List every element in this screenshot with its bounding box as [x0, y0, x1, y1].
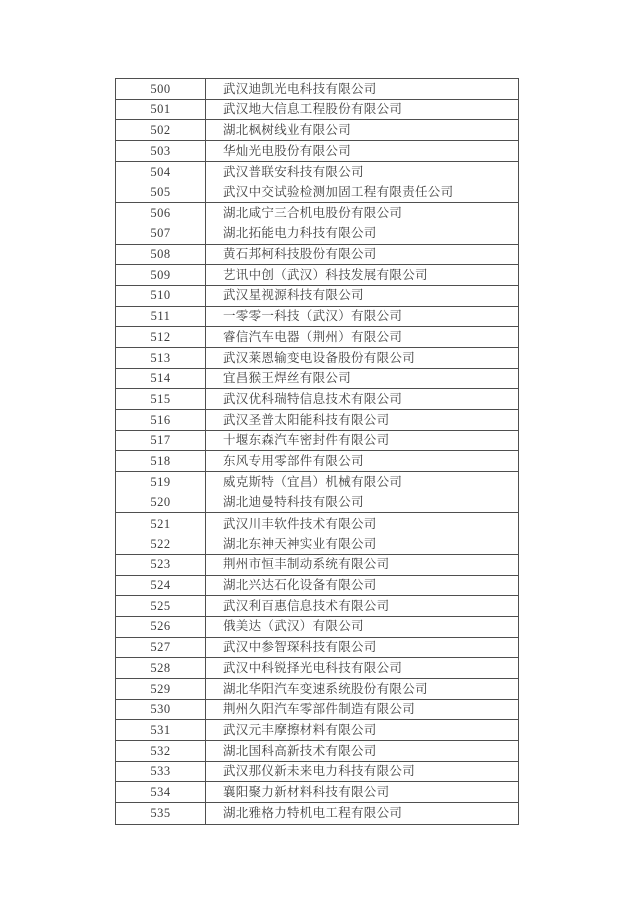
row-number: 524 [116, 576, 206, 596]
row-number: 517 [116, 431, 206, 451]
company-name: 华灿光电股份有限公司 [223, 143, 352, 158]
row-number: 503 [116, 141, 206, 161]
row-number: 519 [116, 472, 206, 493]
company-name: 武汉优科瑞特信息技术有限公司 [223, 391, 403, 406]
table-row [116, 658, 518, 679]
table-row [116, 555, 518, 576]
company-name: 荆州市恒丰制动系统有限公司 [223, 557, 390, 572]
company-name: 武汉地大信息工程股份有限公司 [223, 102, 403, 117]
company-name: 艺讯中创（武汉）科技发展有限公司 [223, 267, 428, 282]
table-row [116, 162, 518, 183]
table-row [116, 348, 518, 369]
row-number: 521 [116, 513, 206, 534]
table-row [116, 576, 518, 597]
table-row [116, 369, 518, 390]
table-row [116, 120, 518, 141]
row-number: 530 [116, 700, 206, 720]
table-row [116, 100, 518, 121]
table-row [116, 803, 518, 824]
table-row [116, 596, 518, 617]
table-row [116, 513, 518, 534]
company-name: 湖北雅格力特机电工程有限公司 [223, 806, 403, 821]
company-name: 俄美达（武汉）有限公司 [223, 619, 364, 634]
table-row [116, 307, 518, 328]
company-name: 宜昌猴王焊丝有限公司 [223, 371, 352, 386]
company-name: 湖北拓能电力科技有限公司 [223, 226, 377, 241]
row-number: 528 [116, 658, 206, 678]
table-row [116, 286, 518, 307]
company-name: 湖北华阳汽车变速系统股份有限公司 [223, 681, 428, 696]
row-number: 511 [116, 307, 206, 327]
company-name: 湖北兴达石化设备有限公司 [223, 578, 377, 593]
company-name: 武汉元丰摩擦材料有限公司 [223, 722, 377, 737]
company-name: 睿信汽车电器（荆州）有限公司 [223, 329, 403, 344]
row-number: 527 [116, 638, 206, 658]
table-row [116, 265, 518, 286]
company-table [115, 78, 519, 825]
row-number: 504 [116, 162, 206, 183]
table-row [116, 203, 518, 224]
table-row [116, 182, 518, 203]
row-number: 520 [116, 493, 206, 513]
row-number: 500 [116, 79, 206, 99]
company-name: 湖北东神天神实业有限公司 [223, 536, 377, 551]
row-number: 518 [116, 451, 206, 471]
row-number: 531 [116, 720, 206, 740]
row-number: 535 [116, 803, 206, 824]
row-number: 529 [116, 679, 206, 699]
table-row [116, 141, 518, 162]
company-name: 武汉莱恩输变电设备股份有限公司 [223, 350, 416, 365]
table-row [116, 700, 518, 721]
table-row [116, 782, 518, 803]
company-name: 武汉那仪新未来电力科技有限公司 [223, 764, 416, 779]
row-number: 509 [116, 265, 206, 285]
company-name: 武汉利百惠信息技术有限公司 [223, 598, 390, 613]
company-name: 武汉星视源科技有限公司 [223, 288, 364, 303]
row-number: 532 [116, 741, 206, 761]
row-number: 505 [116, 182, 206, 202]
company-name: 武汉中参智琛科技有限公司 [223, 640, 377, 655]
company-name: 武汉普联安科技有限公司 [223, 164, 364, 179]
table-row [116, 679, 518, 700]
table-row [116, 79, 518, 100]
row-number: 534 [116, 782, 206, 802]
company-name: 一零零一科技（武汉）有限公司 [223, 309, 403, 324]
company-name: 武汉中交试验检测加固工程有限责任公司 [223, 185, 454, 200]
table-row [116, 410, 518, 431]
table-row [116, 638, 518, 659]
table-row [116, 451, 518, 472]
company-name: 湖北迪曼特科技有限公司 [223, 495, 364, 510]
row-number: 525 [116, 596, 206, 616]
company-name: 黄石邦柯科技股份有限公司 [223, 247, 377, 262]
company-name: 襄阳聚力新材料科技有限公司 [223, 784, 390, 799]
row-number: 514 [116, 369, 206, 389]
company-name: 武汉圣普太阳能科技有限公司 [223, 412, 390, 427]
company-name: 武汉川丰软件技术有限公司 [223, 516, 377, 531]
row-number: 502 [116, 120, 206, 140]
company-name: 威克斯特（宜昌）机械有限公司 [223, 475, 403, 490]
row-number: 523 [116, 555, 206, 575]
row-number: 501 [116, 100, 206, 120]
company-name: 湖北枫树线业有限公司 [223, 122, 352, 137]
table-row [116, 720, 518, 741]
row-number: 533 [116, 762, 206, 782]
row-number: 507 [116, 224, 206, 244]
company-name: 湖北国科高新技术有限公司 [223, 743, 377, 758]
table-row [116, 472, 518, 493]
row-number: 513 [116, 348, 206, 368]
table-row [116, 534, 518, 555]
table-row [116, 431, 518, 452]
row-number: 522 [116, 534, 206, 554]
company-name: 荆州久阳汽车零部件制造有限公司 [223, 702, 416, 717]
table-row [116, 327, 518, 348]
table-row [116, 389, 518, 410]
table-row [116, 224, 518, 245]
company-name: 武汉中科锐择光电科技有限公司 [223, 660, 403, 675]
company-name: 十堰东森汽车密封件有限公司 [223, 433, 390, 448]
table-row [116, 245, 518, 266]
company-name: 武汉迪凯光电科技有限公司 [223, 81, 377, 96]
company-name: 东风专用零部件有限公司 [223, 453, 364, 468]
row-number: 510 [116, 286, 206, 306]
row-number: 508 [116, 245, 206, 265]
row-number: 526 [116, 617, 206, 637]
row-number: 506 [116, 203, 206, 224]
table-row [116, 741, 518, 762]
table-row [116, 617, 518, 638]
row-number: 512 [116, 327, 206, 347]
table-row [116, 762, 518, 783]
row-number: 516 [116, 410, 206, 430]
company-name: 湖北咸宁三合机电股份有限公司 [223, 206, 403, 221]
row-number: 515 [116, 389, 206, 409]
table-row [116, 493, 518, 514]
